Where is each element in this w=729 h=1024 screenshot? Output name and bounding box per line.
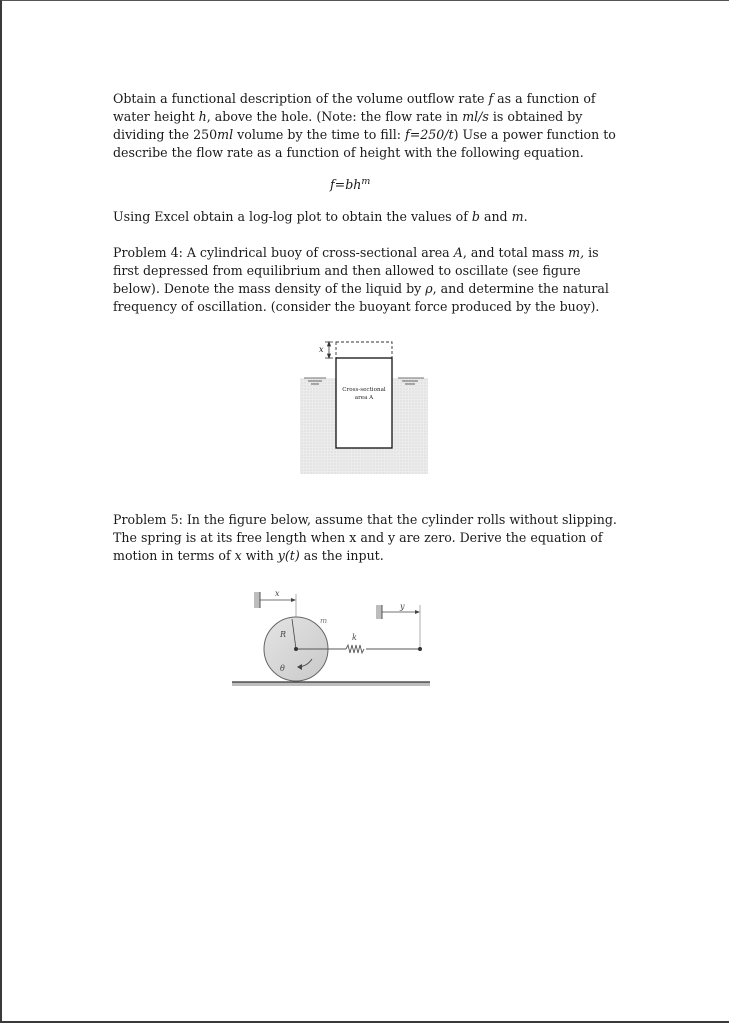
text-run: and bbox=[479, 209, 512, 224]
left-reference-wall bbox=[254, 592, 260, 608]
text-run: x bbox=[234, 548, 242, 563]
buoy-figure bbox=[298, 334, 430, 476]
x-label: x bbox=[275, 589, 280, 598]
paragraph-log-log bbox=[113, 208, 618, 226]
text-run: ) Use a power function to describe the flow rate as a function of height with the following equation. bbox=[113, 127, 616, 160]
text-run: ρ bbox=[425, 281, 433, 296]
text-run: with bbox=[241, 548, 278, 563]
text-run: b bbox=[471, 209, 480, 224]
radius-label: R bbox=[280, 630, 287, 639]
text-run: f bbox=[488, 91, 494, 106]
text-run: ml bbox=[217, 127, 234, 142]
text-run: m, bbox=[568, 245, 585, 260]
text-run: f=bh bbox=[330, 177, 362, 193]
right-reference-wall bbox=[376, 605, 382, 619]
displacement-dimension bbox=[325, 342, 333, 358]
text-run: Problem 5: In the figure below, assume that the cylinder rolls without slipping. The spring is at its free length when x and y are zero. Derive the equation of motion in terms of bbox=[113, 512, 617, 563]
rolling-cylinder-figure bbox=[228, 585, 433, 687]
theta-label: θ bbox=[280, 664, 285, 673]
text-run: y(t) bbox=[277, 548, 300, 563]
text-run: A bbox=[453, 245, 463, 260]
text-run: ml/s bbox=[462, 109, 489, 124]
text-run: . bbox=[523, 209, 528, 224]
text-run: h bbox=[198, 109, 207, 124]
text-run: Obtain a functional description of the volume outflow rate bbox=[113, 91, 489, 106]
text-run: volume by the time to fill: bbox=[233, 127, 406, 142]
area-label-line1: Cross-sectional bbox=[342, 387, 386, 393]
paragraph-outflow-rate bbox=[113, 90, 618, 162]
x-arrowhead bbox=[291, 598, 296, 602]
buoy-cylinder bbox=[336, 358, 392, 448]
y-arrowhead bbox=[415, 610, 420, 614]
text-run: is obtained by dividing the 250 bbox=[113, 109, 583, 142]
text-run: is first depressed from equilibrium and then allowed to oscillate (see figure below). Denote the mass density of the liquid by bbox=[113, 245, 599, 296]
spring-k-label: k bbox=[352, 633, 357, 642]
y-label: y bbox=[400, 602, 405, 611]
text-run: Problem 4: A cylindrical buoy of cross-sectional area bbox=[113, 245, 454, 260]
area-label-line2: area A bbox=[354, 395, 374, 401]
cylinder-center bbox=[294, 647, 298, 651]
mass-label: m bbox=[320, 616, 328, 625]
text-run: m bbox=[511, 209, 524, 224]
text-run: m bbox=[361, 176, 371, 187]
spring-coil bbox=[346, 645, 364, 653]
text-run: as a function of water height bbox=[113, 91, 596, 124]
text-run: f=250/t bbox=[405, 127, 454, 142]
paragraph-problem-4 bbox=[113, 244, 618, 316]
paragraph-problem-5 bbox=[113, 511, 618, 565]
text-run: , and determine the natural frequency of oscillation. (consider the buoyant force produced by the buoy). bbox=[113, 281, 609, 314]
text-run: , and total mass bbox=[462, 245, 569, 260]
spring-end-point bbox=[418, 647, 422, 651]
buoy-x-label: x bbox=[319, 345, 324, 354]
text-run: as the input. bbox=[299, 548, 384, 563]
text-run: , above the hole. (Note: the flow rate in bbox=[206, 109, 463, 124]
power-function-equation bbox=[330, 176, 370, 192]
text-run: Using Excel obtain a log-log plot to obtain the values of bbox=[113, 209, 472, 224]
